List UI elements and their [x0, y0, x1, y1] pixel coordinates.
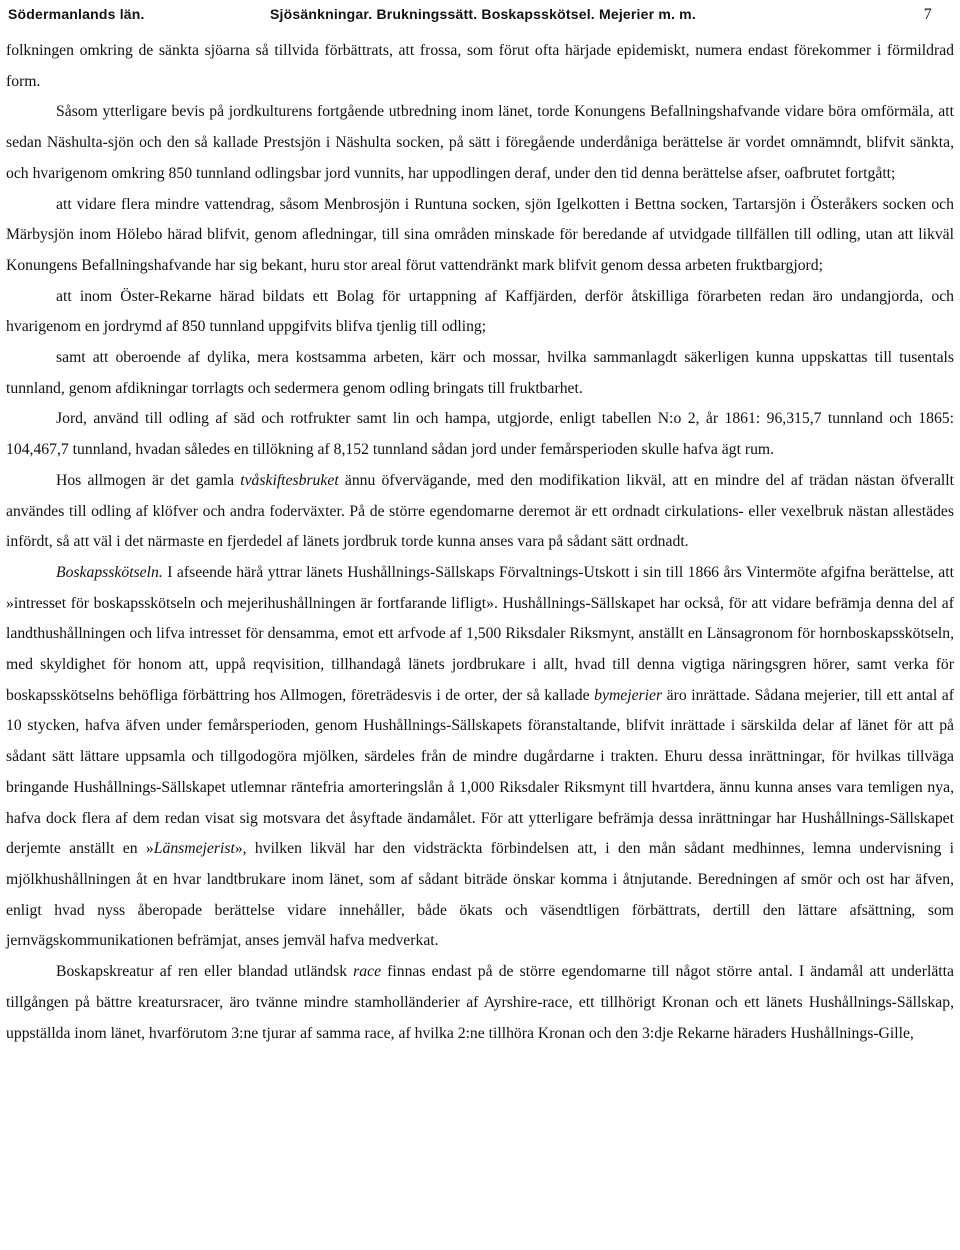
- paragraph-9-text-after: finnas endast på de större egendomarne till något större antal. I ändamål att underlätta tillgången på bättre kreatursracer, äro tvänne mindre stamholländerier af Ayrshire-race, ett tillhörigt Kronan och ett länets Hushållnings-Sällskap, uppställda inom länet, hvarförutom 3:ne tjurar af samma race, af hvilka 2:ne tillhöra Kronan och den 3:dje Rekarne häraders Hushållnings-Gille,: [6, 963, 954, 1042]
- paragraph-8-italic-1: bymejerier: [594, 686, 663, 704]
- paragraph-3: att vidare flera mindre vattendrag, såsom Menbrosjön i Runtuna socken, sjön Igelkotten i Bettna socken, Tartarsjön i Österåkers socken och Märbysjön inom Hölebo härad blifvit, genom afledningar, till sina områden minskade för beredande af utvidgade tillfällen till odling, utan att likväl Konungens Befallningshafvande har sig bekant, huru stor areal förut vattendränkt mark blifvit genom dessa arbeten fruktbargjord;: [6, 195, 954, 274]
- paragraph-5: samt att oberoende af dylika, mera kostsamma arbeten, kärr och mossar, hvilka sammanlagdt säkerligen kunna uppskattas till tusentals tunnland, genom afdikningar torrlagts och sedermera genom odling bringats till fruktbarhet.: [6, 349, 954, 397]
- paragraph-8-part-3: », hvilken likväl har den vidsträckta förbindelsen att, i den mån sådant medhinnes, lemna undervisning i mjölkhushållningen åt en hvar landtbrukare inom länet, som af sådant biträde önskar komma i åtnjutande. Beredningen af smör och ost har äfven, enligt hvad nyss åberopade berättelse vidare innehåller, både ökats och väsendtligen förbättrats, dertill den lättare afsättning, som jernvägskommunikationen befrämjat, anses jemväl hafva medverkat.: [6, 840, 954, 950]
- paragraph-8: [6, 558, 954, 957]
- paragraph-4: att inom Öster-Rekarne härad bildats ett Bolag för urtappning af Kaffjärden, derför åtskilliga förarbeten redan äro undangjorda, och hvarigenom en jordrymd af 850 tunnland uppgifvits blifva tjenlig till odling;: [6, 287, 954, 336]
- paragraph-7-italic-term: tvåskiftesbruket: [240, 471, 339, 489]
- paragraph-6: Jord, använd till odling af säd och rotfrukter samt lin och hampa, utgjorde, enligt tabellen N:o 2, år 1861: 96,315,7 tunnland och 1865: 104,467,7 tunnland, hvadan således en tillökning af 8,152 tunnland sådan jord under femårsperioden skulle hafva ägt rum.: [6, 410, 954, 459]
- paragraph-9-italic-term: race: [353, 963, 382, 981]
- paragraph-8-italic-2: Länsmejerist: [153, 840, 235, 858]
- header-region: Södermanlands län.: [8, 6, 145, 22]
- running-header: [6, 4, 954, 26]
- page-number: 7: [923, 6, 932, 23]
- paragraph-9: [6, 957, 954, 1049]
- paragraph-7: [6, 466, 954, 558]
- paragraph-1: folkningen omkring de sänkta sjöarna så tillvida förbättrats, att frossa, som förut ofta härjade epidemiskt, numera endast förekommer i förmildrad form.: [6, 42, 954, 90]
- header-topics: Sjösänkningar. Brukningssätt. Boskapsskötsel. Mejerier m. m.: [270, 6, 696, 22]
- paragraph-8-part-1: I afseende härå yttrar länets Hushållnings-Sällskaps Förvaltnings-Utskott i sin till 1866 års Vintermöte afgifna berättelse, att »intresset för boskapsskötseln och mejerihushållningen är fortfarande lifligt». Hushållnings-Sällskapet har också, för att vidare befrämja denna del af landthushållningen och lifva intresset för densamma, emot ett arfvode af 1,500 Riksdaler Riksmynt, anställt en Länsagronom för hornboskapsskötseln, med skyldighet för honom att, uppå reqvisition, tillhandagå länets jordbrukare i allt, hvad till denna vigtiga näringsgren hörer, samt verka för boskapsskötselns behöfliga förbättring hos Allmogen, företrädesvis i de orter, der så kallade: [6, 563, 954, 704]
- paragraph-9-text-before: Boskapskreatur af ren eller blandad utländsk: [56, 963, 354, 981]
- body-text: [6, 36, 954, 1049]
- section-heading-boskapsskotseln: Boskapsskötseln.: [56, 563, 163, 581]
- paragraph-7-text-before: Hos allmogen är det gamla: [56, 471, 241, 489]
- paragraph-2: Såsom ytterligare bevis på jordkulturens fortgående utbredning inom länet, torde Konungens Befallningshafvande vidare böra omförmäla, att sedan Näshulta-sjön och den så kallade Prestsjön i Näshulta socken, på sätt i föregående underdåniga berättelse är vordet omnämndt, blifvit sänkta, och hvarigenom omkring 850 tunnland odlingsbar jord vunnits, har uppodlingen deraf, under den tid denna berättelse afser, oafbrutet fortgått;: [6, 103, 954, 182]
- paragraph-7-text-after: ännu öfvervägande, med den modifikation likväl, att en mindre del af trädan nästan öfverallt användes till odling af klöfver och andra foderväxter. På de större egendomarne deremot är ett ordnadt cirkulations- eller vexelbruk nästan allestädes infördt, så att väl i det närmaste en fjerdedel af länets jordbruk torde kunna anses vara på sådant sätt ordnadt.: [6, 471, 954, 551]
- paragraph-8-part-2: äro inrättade. Sådana mejerier, till ett antal af 10 stycken, hafva äfven under femårsperioden, genom Hushållnings-Sällskapets föranstaltande, blifvit inrättade i särskilda delar af länet för att på sådant sätt lättare uppsamla och tillgodogöra mjölken, särdeles från de mindre dugårdarne i trakten. Ehuru dessa inrättningar, för hvilkas tillväga bringande Hushållnings-Sällskapet utlemnar räntefria amorteringslån å 1,000 Riksdaler Riksmynt till hvartdera, ännu kunna anses vara temligen nya, hafva dock flera af dem redan visat sig motsvara det åsyftade ändamålet. För att ytterligare befrämja dessa inrättningar har Hushållnings-Sällskapet derjemte anställt en »: [6, 686, 954, 858]
